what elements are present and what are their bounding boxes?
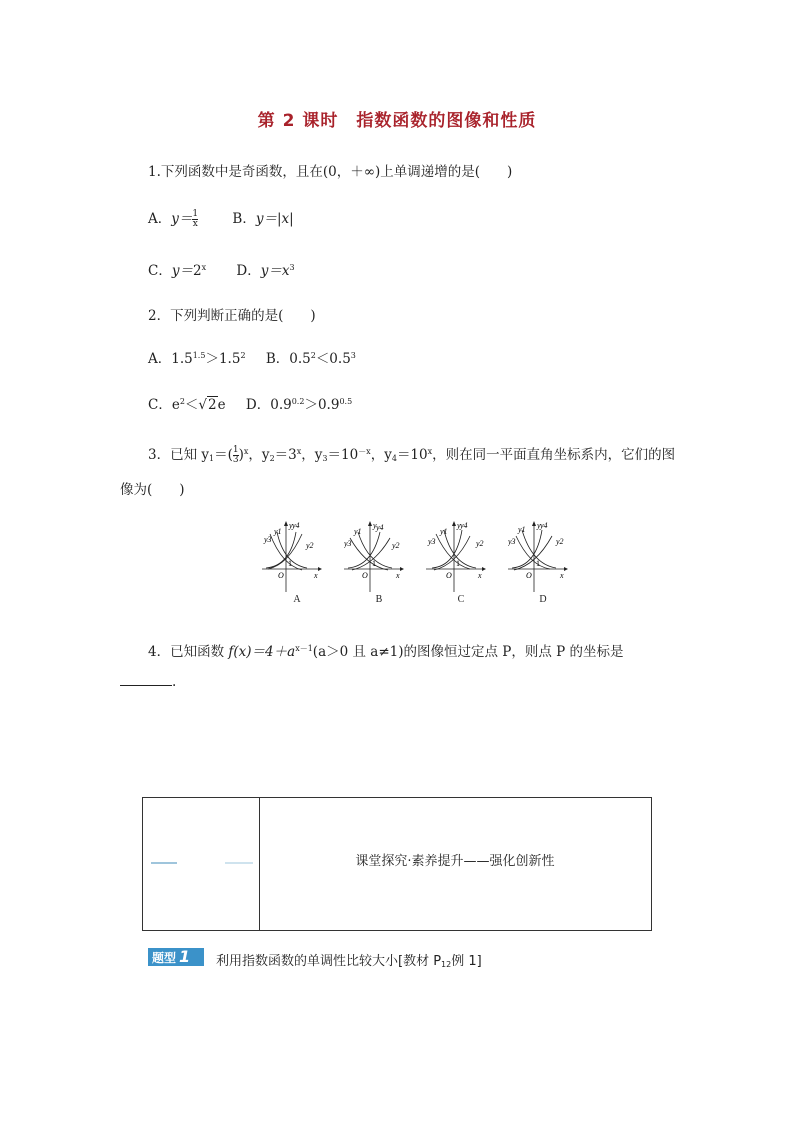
badge-number: 1 [179, 947, 191, 966]
curve-label: y4 [540, 521, 548, 530]
q2-c-radicand: 2 [208, 397, 217, 413]
curve-label: y3 [344, 539, 352, 548]
graph-option-label: C [457, 594, 465, 605]
question-2-options-cd [148, 393, 352, 413]
q3-exp-neg: －x [358, 447, 371, 456]
q4-pre: 4．已知函数 [148, 644, 229, 660]
type-title-sub: 12 [441, 960, 452, 969]
curve-label: y1 [354, 527, 362, 536]
decorative-dash [151, 862, 177, 864]
question-type-title [216, 950, 482, 969]
tick-one-label: 1 [456, 559, 460, 568]
graph-d-plot [508, 520, 578, 592]
q3-exp-x3: x [427, 447, 433, 456]
question-3-line2: 像为( ) [120, 482, 185, 498]
question-1-stem: 1.下列函数中是奇函数，且在(0，＋∞)上单调递增的是( ) [148, 164, 513, 180]
q3-sub2: 2 [269, 454, 275, 463]
q3-sub3: 3 [322, 454, 328, 463]
curve-label: y1 [440, 527, 448, 536]
fraction-numerator: 1 [192, 209, 199, 219]
page-title: 第 2 课时 指数函数的图像和性质 [257, 111, 537, 131]
q2-a-exp1: 1.5 [192, 351, 206, 360]
curve-label: y3 [264, 535, 272, 544]
q3-frac-den: 3 [232, 455, 239, 465]
q3-mid4: ，y [370, 447, 392, 463]
q4-end: . [172, 674, 177, 690]
curve-label: y2 [306, 541, 314, 550]
curve-label: y3 [428, 537, 436, 546]
graph-a-plot [262, 520, 332, 592]
option-c-y: y＝ [171, 263, 193, 279]
question-3-stem: 3．已知 $y_1=$( $\frac{1}{3}$ )$^x$，$y_2=3^x$，$y_3=10^{-x}$，$y_4=10^x$，则在同一平面直角坐标系内，它们的图 [148, 445, 676, 465]
q2-c-tail: e [217, 397, 226, 413]
axis-x-label: x [560, 571, 564, 580]
q4-base: a [287, 644, 296, 660]
q3-mid3: ＝10 [327, 447, 359, 463]
q2-d-mid: ＞0.9 [304, 397, 340, 413]
graph-option-label: B [375, 594, 383, 605]
question-4-answer-line [120, 674, 176, 690]
q2-option-d: D．0.9 [245, 397, 292, 413]
question-type-badge [148, 948, 204, 966]
section-box [142, 797, 652, 931]
q2-a-mid: ＞1.5 [205, 351, 241, 367]
graph-option-c[interactable] [426, 520, 496, 608]
q3-exp-x2: x [296, 447, 302, 456]
origin-label: O [526, 571, 532, 580]
tick-one-label: 1 [288, 559, 292, 568]
q4-exponent: x－1 [295, 644, 313, 653]
option-b-expr: |x| [276, 211, 294, 227]
curve-label: y2 [476, 539, 484, 548]
q2-c-exp1: 2 [179, 397, 185, 406]
graph-c-plot [426, 520, 496, 592]
q2-b-mid: ＜0.5 [315, 351, 351, 367]
option-d-exponent: 3 [289, 263, 295, 272]
axis-y-label: y [289, 521, 293, 530]
curve-label: y4 [292, 521, 300, 530]
q3-after-frac: ，y [248, 447, 270, 463]
q2-d-exp2: 0.5 [339, 397, 353, 406]
q3-sub1: 1 [209, 454, 215, 463]
question-1-options-ab [148, 207, 294, 229]
q2-c-mid: ＜ [184, 397, 199, 413]
origin-label: O [362, 571, 368, 580]
origin-label: O [278, 571, 284, 580]
q4-condition: (a＞0 且 a≠1)的图像恒过定点 P，则点 P 的坐标是 [312, 644, 624, 660]
option-b-label: B． [232, 211, 256, 227]
axis-x-label: x [396, 571, 400, 580]
option-b-y: y＝ [255, 211, 277, 227]
axis-x-label: x [314, 571, 318, 580]
option-c-base: 2 [192, 263, 202, 279]
axis-x-label: x [478, 571, 482, 580]
q2-b-exp1: 2 [310, 351, 316, 360]
option-d-y: y＝ [260, 263, 282, 279]
option-d-label: D． [236, 263, 261, 279]
graph-option-label: A [293, 594, 301, 605]
q3-frac-num: 1 [232, 445, 239, 455]
curve-label: y2 [392, 541, 400, 550]
type-title-text: 利用指数函数的单调性比较大小[教材 P [216, 954, 442, 969]
curve-label: y2 [556, 537, 564, 546]
section-caption: 课堂探究·素养提升——强化创新性 [355, 854, 555, 869]
curve-label: y3 [508, 537, 516, 546]
q3-mid5: ＝10 [396, 447, 428, 463]
q3-exp-x: x [243, 447, 249, 456]
question-1-options-cd [148, 259, 295, 279]
question-2-options-ab [148, 347, 356, 367]
option-c-exponent: x [201, 263, 207, 272]
option-a-fraction [192, 210, 198, 229]
q3-sub4: 4 [391, 454, 397, 463]
badge-label: 题型 [152, 951, 177, 965]
graph-b-plot [344, 520, 414, 592]
q2-option-a: A．1.5 [148, 351, 193, 367]
q3-tail: ，则在同一平面直角坐标系内，它们的图 [432, 447, 676, 463]
q2-d-exp1: 0.2 [291, 397, 305, 406]
q3-pre: 3．已知 y [148, 447, 210, 463]
q2-a-exp2: 2 [240, 351, 246, 360]
graph-option-label: D [539, 594, 547, 605]
tick-one-label: 1 [372, 559, 376, 568]
option-a-y: y＝ [171, 211, 193, 227]
graph-option-b[interactable] [344, 520, 414, 608]
answer-blank[interactable] [120, 685, 172, 686]
axis-y-label: y [373, 521, 377, 530]
curve-label: y4 [460, 521, 468, 530]
axis-y-label: y [457, 521, 461, 530]
option-c-label: C． [148, 263, 172, 279]
q3-mid1: ＝3 [274, 447, 297, 463]
option-d-base: x [281, 263, 290, 279]
section-box-left [143, 798, 260, 930]
decorative-dash [225, 862, 253, 864]
curve-label: y4 [376, 523, 384, 532]
q2-option-b: B．0.5 [265, 351, 311, 367]
curve-label: y1 [518, 525, 526, 534]
question-2-stem: 2．下列判断正确的是( ) [148, 308, 316, 324]
origin-label: O [446, 571, 452, 580]
graph-option-a[interactable] [262, 520, 332, 608]
question-4-stem [148, 640, 624, 660]
q4-function: f(x)＝4＋ [228, 644, 288, 660]
q2-b-exp2: 3 [350, 351, 356, 360]
tick-one-label: 1 [536, 559, 540, 568]
sqrt-sign: √ [198, 397, 208, 413]
graph-options [262, 520, 562, 608]
q2-option-c: C．e [148, 397, 180, 413]
type-title-end: 例 1] [451, 954, 482, 969]
option-a-label: A． [148, 211, 172, 227]
graph-option-d[interactable] [508, 520, 578, 608]
axis-y-label: y [537, 521, 541, 530]
fraction-denominator: x [192, 219, 198, 229]
curve-label: y1 [274, 527, 282, 536]
q3-mid2: ，y [301, 447, 323, 463]
